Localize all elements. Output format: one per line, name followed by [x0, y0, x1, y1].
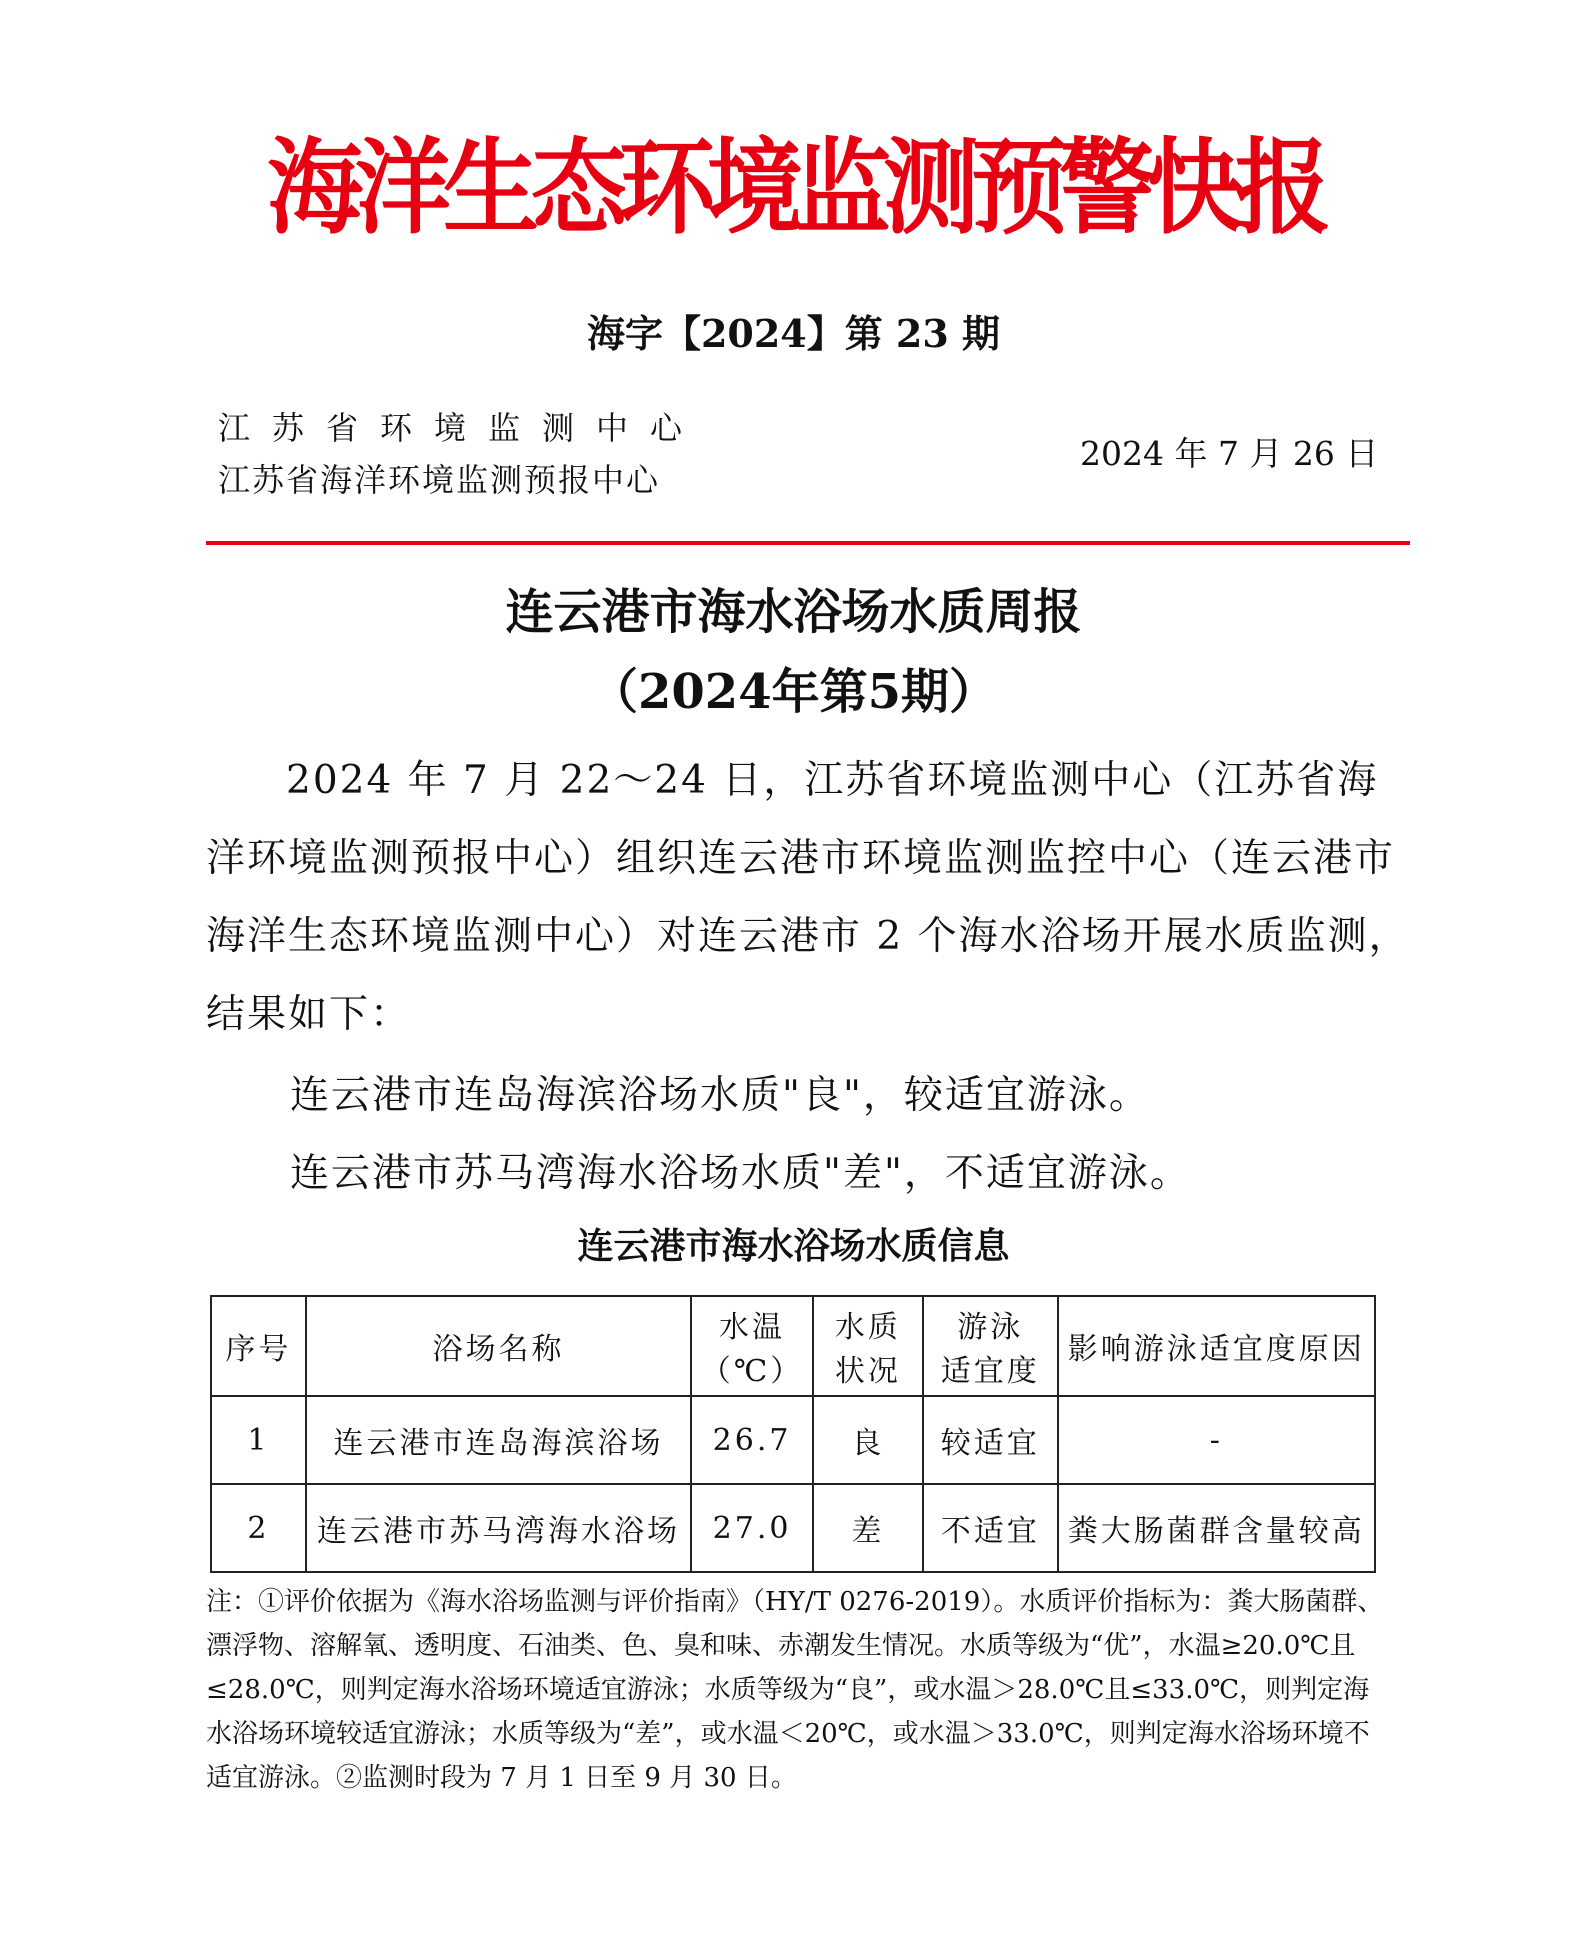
report-title: 连云港市海水浴场水质周报 — [505, 584, 1082, 640]
cell-temp: 26.7 — [691, 1396, 813, 1484]
cell-suitability: 较适宜 — [923, 1396, 1058, 1484]
result-sumawan: 连云港市苏马湾海水浴场水质"差"，不适宜游泳。 — [290, 1151, 1191, 1196]
cell-no: 2 — [211, 1484, 306, 1572]
table-caption: 连云港市海水浴场水质信息 — [577, 1225, 1010, 1267]
bulletin-banner-title: 海洋生态环境监测预警快报 — [267, 127, 1323, 249]
issuing-org-1: 江苏省环境监测中心 — [218, 409, 705, 447]
header-no: 序号 — [211, 1296, 306, 1396]
cell-quality: 良 — [813, 1396, 923, 1484]
header-suitability: 游泳 适宜度 — [923, 1296, 1058, 1396]
cell-quality: 差 — [813, 1484, 923, 1572]
table-row — [211, 1484, 1375, 1572]
table-header-row — [211, 1296, 1375, 1396]
issuing-org-2: 江苏省海洋环境监测预报中心 — [218, 461, 661, 499]
intro-paragraph: 2024 年 7 月 22～24 日，江苏省环境监测中心（江苏省海洋环境监测预报中心）组织连云港市环境监测监控中心（连云港市海洋生态环境监测中心）对连云港市 2 个海水浴场开展水质监测，结果如下： — [206, 758, 1410, 1037]
cell-name: 连云港市连岛海滨浴场 — [306, 1396, 691, 1484]
header-reason: 影响游泳适宜度原因 — [1058, 1296, 1375, 1396]
cell-reason: - — [1058, 1396, 1375, 1484]
header-quality: 水质 状况 — [813, 1296, 923, 1396]
result-lianDao: 连云港市连岛海滨浴场水质"良"，较适宜游泳。 — [290, 1073, 1150, 1118]
cell-suitability: 不适宜 — [923, 1484, 1058, 1572]
water-quality-table — [210, 1295, 1376, 1573]
issue-date: 2024 年 7 月 26 日 — [1080, 434, 1379, 473]
cell-temp: 27.0 — [691, 1484, 813, 1572]
cell-name: 连云港市苏马湾海水浴场 — [306, 1484, 691, 1572]
table-row — [211, 1396, 1375, 1484]
header-name: 浴场名称 — [306, 1296, 691, 1396]
table-footnote: 注：①评价依据为《海水浴场监测与评价指南》（HY/T 0276-2019）。水质评价指标为：粪大肠菌群、漂浮物、溶解氧、透明度、石油类、色、臭和味、赤潮发生情况。水质等级为“优”，水温≥20.0℃且≤28.0℃，则判定海水浴场环境适宜游泳；水质等级为“良”，或水温＞28.0℃且≤33.0℃，则判定海水浴场环境较适宜游泳；水质等级为“差”，或水温＜20℃，或水温＞33.0℃，则判定海水浴场环境不适宜游泳。②监测时段为 7 月 1 日至 9 月 30 日。 — [206, 1587, 1384, 1793]
cell-no: 1 — [211, 1396, 306, 1484]
header-divider — [206, 541, 1410, 545]
report-subtitle: （2024年第5期） — [590, 664, 997, 720]
issue-number: 海字【2024】第 23 期 — [586, 311, 1001, 356]
cell-reason: 粪大肠菌群含量较高 — [1058, 1484, 1375, 1572]
header-temp: 水温 （℃） — [691, 1296, 813, 1396]
